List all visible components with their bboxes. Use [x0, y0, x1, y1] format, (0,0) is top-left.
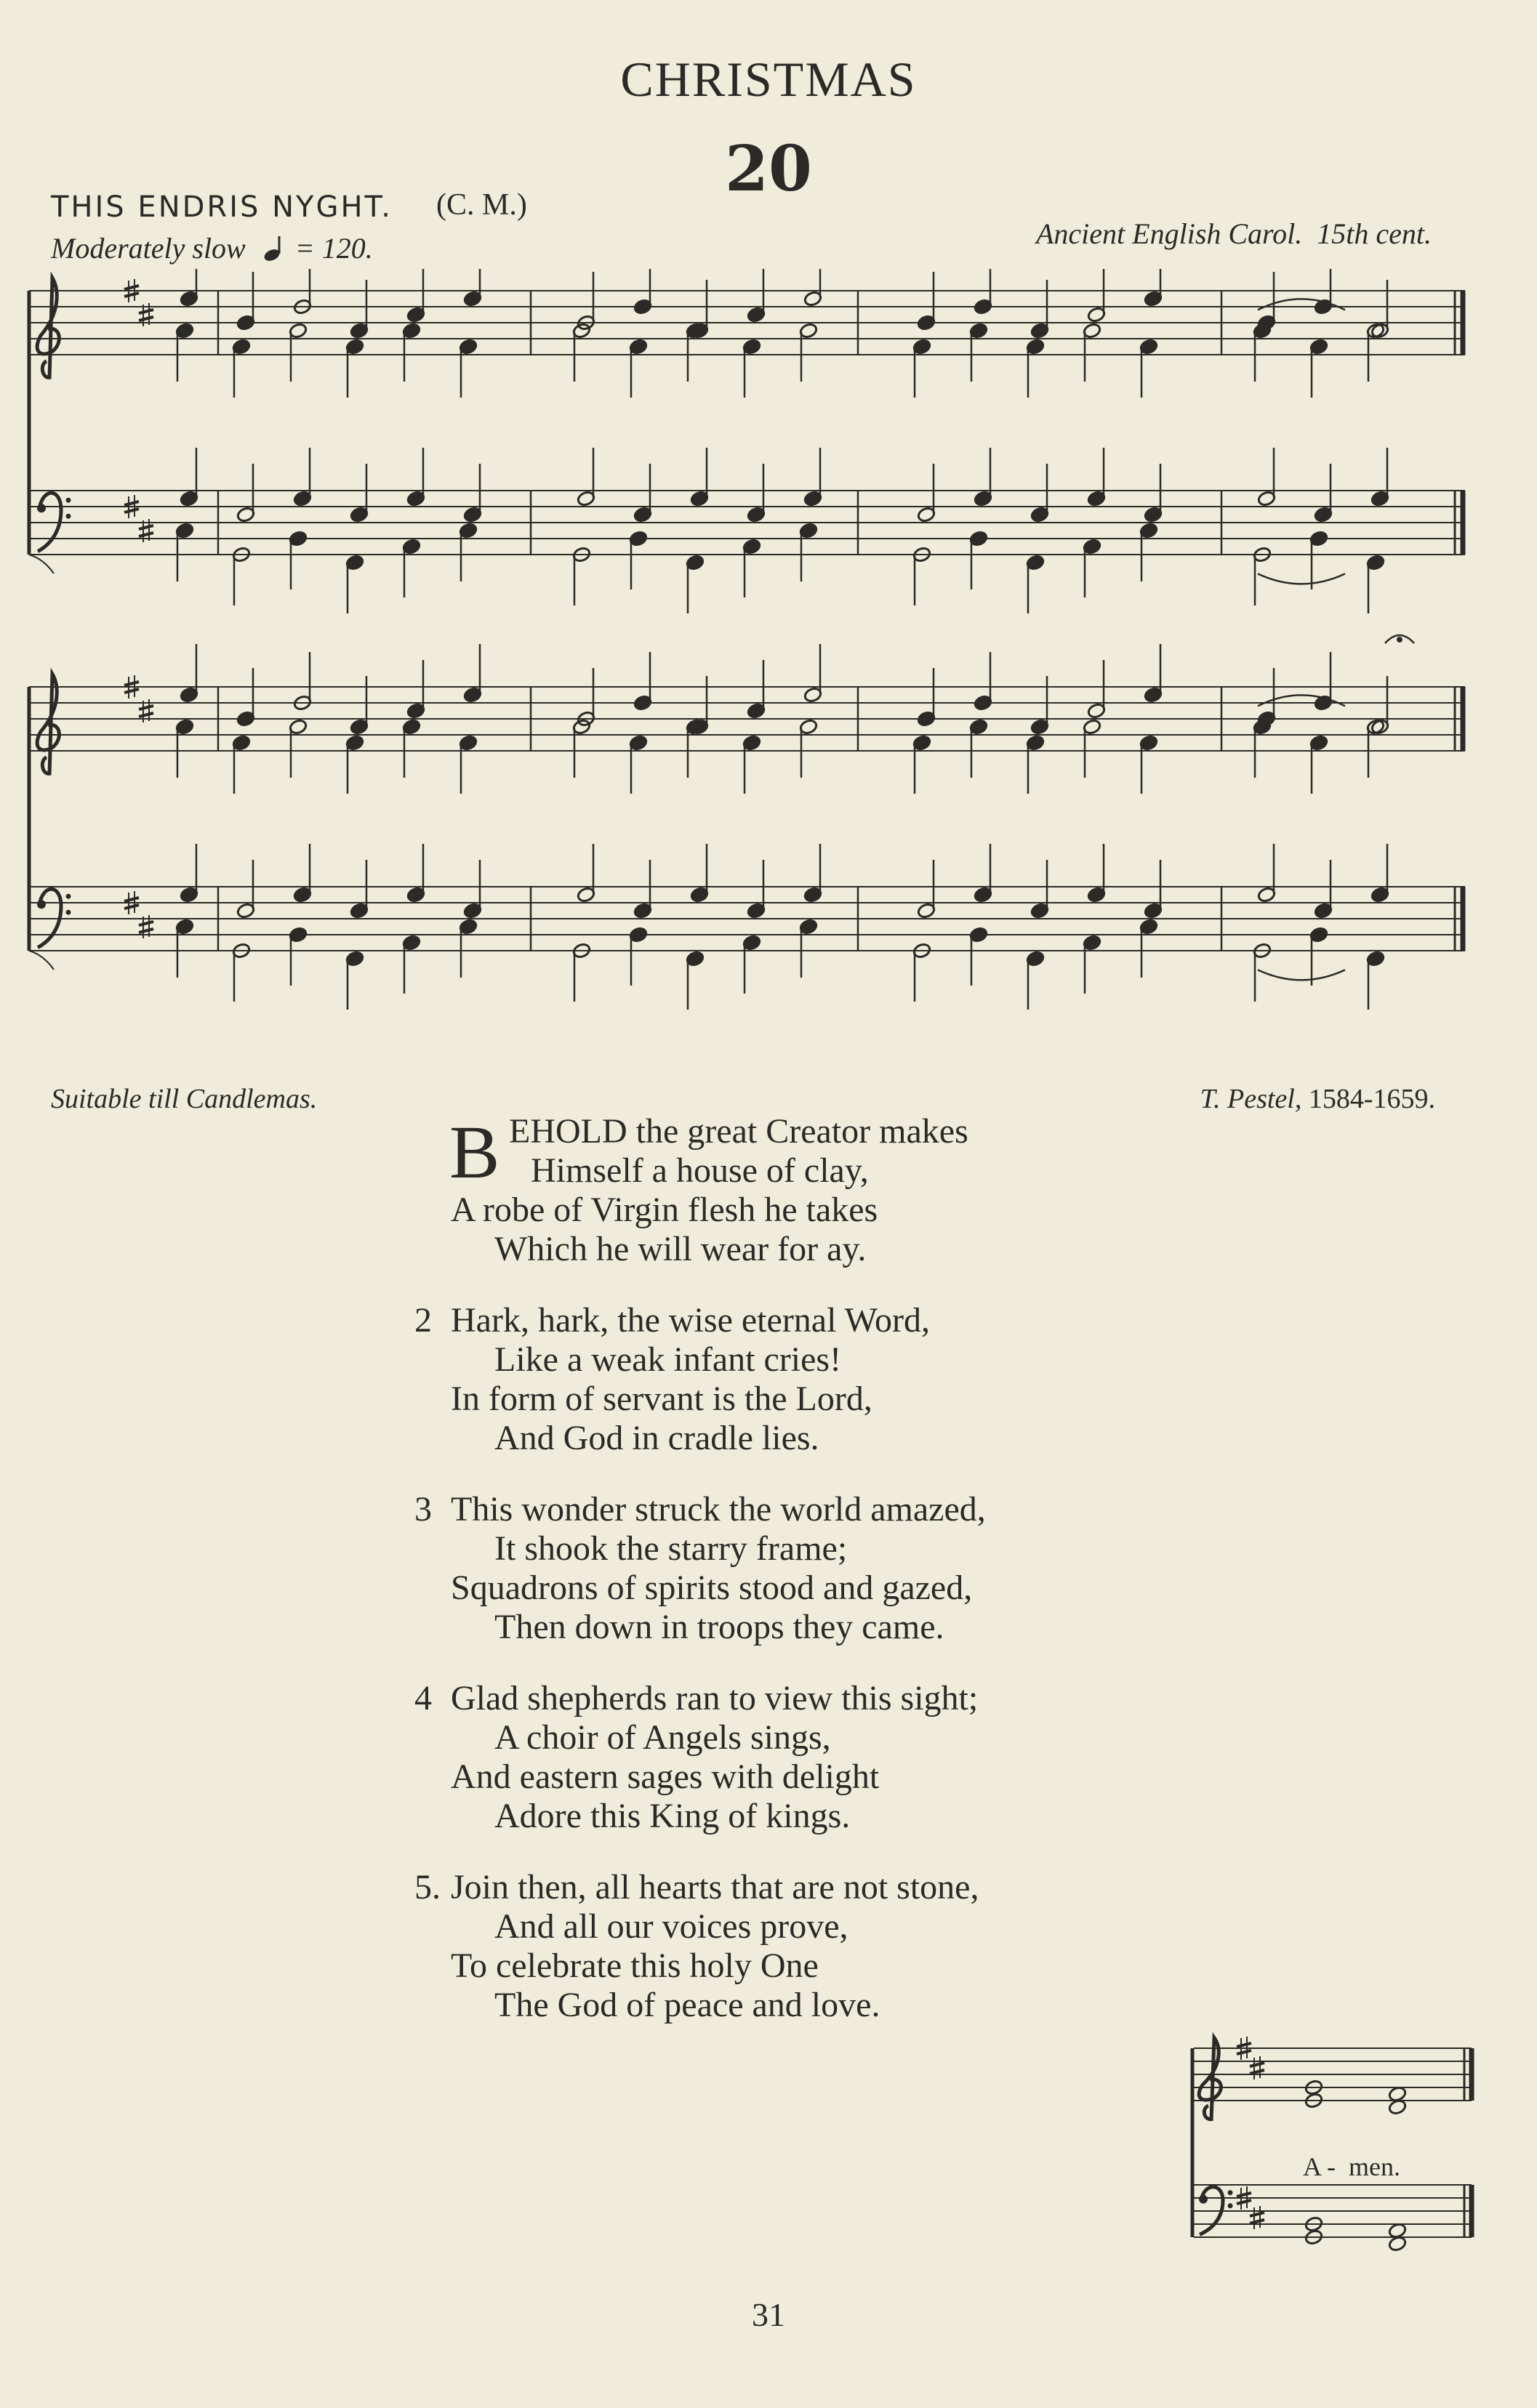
author-name: T. Pestel,	[1200, 1084, 1302, 1114]
verse-line: Adore this King of kings.	[494, 1797, 851, 1835]
verse-line: 2 Hark, hark, the wise eternal Word,	[414, 1301, 931, 1340]
bass-clef-dot	[66, 910, 71, 915]
verse-line: EHOLD the great Creator makes	[509, 1112, 968, 1151]
brace-tail	[29, 951, 54, 970]
author-credit	[1200, 1083, 1435, 1115]
hymn-number: 20	[725, 132, 812, 206]
treble-clef-icon	[1199, 2038, 1221, 2120]
verse-2	[407, 1301, 1280, 1458]
verse-line: And all our voices prove,	[494, 1907, 848, 1946]
bass-clef-dot	[1199, 2195, 1208, 2204]
verse-line: 5. Join then, all hearts that are not stone,	[414, 1868, 979, 1906]
usage-note: Suitable till Candlemas.	[51, 1084, 318, 1114]
tempo-marking	[51, 231, 373, 265]
tune-name: THIS ENDRIS NYGHT.	[51, 190, 393, 224]
tie-arc	[1258, 695, 1345, 706]
bass-clef-dot	[66, 498, 71, 503]
verse-line: 3 This wonder struck the world amazed,	[414, 1490, 986, 1529]
bass-clef-dot	[37, 504, 46, 512]
verse-line: It shook the starry frame;	[494, 1529, 848, 1568]
verse-line: The God of peace and love.	[494, 1986, 880, 2024]
amen-lyric: A - men.	[1303, 2152, 1400, 2181]
source-name: Ancient English Carol.	[1035, 217, 1303, 250]
tie-arc	[1258, 573, 1345, 584]
verse-line: 4 Glad shepherds ran to view this sight;	[414, 1679, 979, 1718]
section-title: CHRISTMAS	[620, 52, 917, 107]
verse-line: Squadrons of spirits stood and gazed,	[451, 1569, 973, 1607]
author-dates: 1584-1659.	[1308, 1084, 1435, 1114]
bass-clef-dot	[1228, 2203, 1233, 2208]
tie-arc	[1258, 299, 1345, 310]
verse-line: Like a weak infant cries!	[494, 1340, 842, 1379]
sharp-icon	[1250, 2056, 1264, 2079]
verse-line: Himself a house of clay,	[531, 1151, 869, 1190]
drop-cap: B	[449, 1111, 500, 1194]
verse-line: To celebrate this holy One	[451, 1946, 819, 1985]
verse-4	[407, 1679, 1280, 1836]
page-number: 31	[752, 2296, 785, 2333]
sharp-icon	[1250, 2206, 1264, 2229]
hymn-text	[407, 1112, 1280, 2057]
music-source	[1036, 217, 1432, 251]
verse-3	[407, 1490, 1280, 1647]
treble-clef-icon	[37, 278, 59, 379]
meter: (C. M.)	[436, 188, 527, 222]
verse-line: And God in cradle lies.	[494, 1419, 819, 1457]
treble-clef-icon	[37, 674, 59, 775]
music-score	[22, 269, 1469, 1025]
tempo-value: = 120.	[294, 232, 373, 265]
verse-1	[407, 1112, 1280, 1269]
amen-score	[1187, 2026, 1477, 2288]
verse-number: 3	[414, 1490, 432, 1529]
fermata-dot	[1397, 637, 1402, 643]
tempo-text: Moderately slow	[51, 232, 246, 265]
bass-clef-dot	[66, 514, 71, 519]
tie-arc	[1258, 970, 1345, 980]
verse-number: 2	[414, 1301, 432, 1340]
verse-line: In form of servant is the Lord,	[451, 1380, 872, 1418]
brace-tail	[29, 555, 54, 573]
verse-line: A robe of Virgin flesh he takes	[451, 1191, 878, 1229]
verse-line: Which he will wear for ay.	[494, 1230, 867, 1268]
bass-clef-dot	[37, 900, 46, 909]
quarter-note-icon	[263, 235, 288, 261]
source-date: 15th cent.	[1317, 217, 1432, 250]
bass-clef-dot	[66, 894, 71, 899]
verse-number: 4	[414, 1679, 432, 1718]
verse-line: Then down in troops they came.	[494, 1608, 944, 1646]
verse-number: 5.	[414, 1868, 441, 1906]
verse-5	[407, 1868, 1280, 2025]
verse-line: A choir of Angels sings,	[494, 1718, 831, 1757]
bass-clef-dot	[1228, 2190, 1233, 2195]
verse-line: And eastern sages with delight	[451, 1757, 880, 1796]
